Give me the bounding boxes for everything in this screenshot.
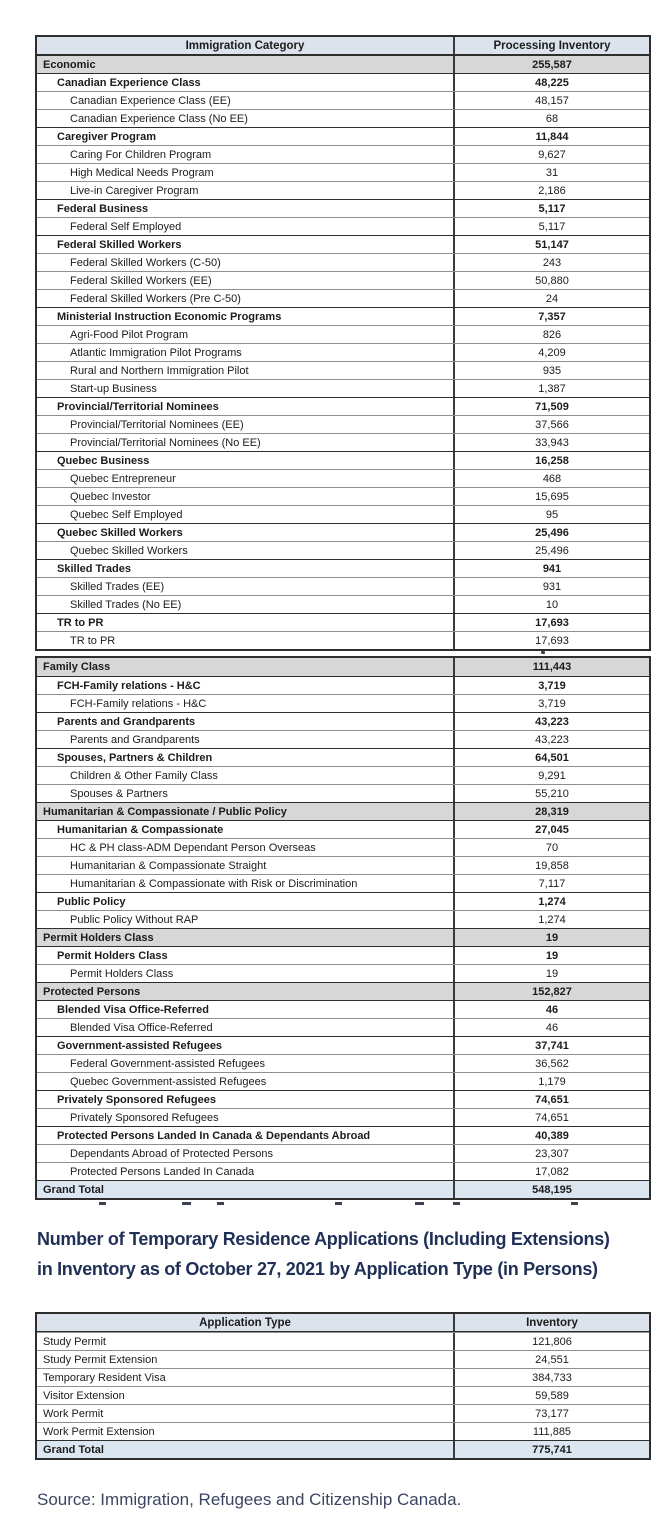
value-cell: 9,627 — [453, 146, 649, 163]
table-row — [37, 361, 649, 379]
table-row — [37, 748, 649, 766]
category-cell: Work Permit Extension — [43, 1425, 155, 1438]
value-cell: 71,509 — [453, 398, 649, 415]
category-cell: Rural and Northern Immigration Pilot — [70, 364, 249, 377]
value-cell: 48,157 — [453, 92, 649, 109]
category-cell: Spouses, Partners & Children — [57, 751, 213, 764]
table-row — [37, 658, 649, 676]
category-cell: Canadian Experience Class (EE) — [70, 94, 231, 107]
value-cell: 23,307 — [453, 1145, 649, 1162]
table-row — [37, 1162, 649, 1180]
value-cell: 25,496 — [453, 542, 649, 559]
category-cell: Public Policy Without RAP — [70, 913, 199, 926]
category-cell: Canadian Experience Class (No EE) — [70, 112, 248, 125]
value-cell: 17,693 — [453, 632, 649, 649]
table-row — [37, 892, 649, 910]
value-cell: 5,117 — [453, 200, 649, 217]
value-cell: 17,082 — [453, 1163, 649, 1180]
value-cell: 3,719 — [453, 695, 649, 712]
table-row — [37, 1368, 649, 1386]
table-row — [37, 874, 649, 892]
table-row — [37, 928, 649, 946]
category-cell: Federal Skilled Workers (Pre C-50) — [70, 292, 241, 305]
category-cell: Humanitarian & Compassionate / Public Policy — [43, 805, 287, 818]
table-row — [37, 307, 649, 325]
table-row — [37, 964, 649, 982]
category-cell: Quebec Business — [57, 454, 150, 467]
heading-line-1: Number of Temporary Residence Applications (Including Extensions) — [37, 1229, 610, 1249]
category-cell: Quebec Self Employed — [70, 508, 183, 521]
heading-line-2: in Inventory as of October 27, 2021 by Application Type (in Persons) — [37, 1259, 598, 1279]
value-cell: 16,258 — [453, 452, 649, 469]
category-cell: High Medical Needs Program — [70, 166, 214, 179]
value-cell: 1,387 — [453, 380, 649, 397]
category-cell: Economic — [43, 58, 96, 71]
category-cell: Parents and Grandparents — [70, 733, 200, 746]
value-cell: 384,733 — [453, 1369, 649, 1386]
category-cell: Caring For Children Program — [70, 148, 212, 161]
table-row — [37, 523, 649, 541]
table-row — [37, 73, 649, 91]
category-cell: Spouses & Partners — [70, 787, 168, 800]
value-cell: 121,806 — [453, 1333, 649, 1350]
table-row — [37, 217, 649, 235]
section-heading — [37, 1224, 651, 1284]
category-cell: Protected Persons Landed In Canada — [70, 1165, 255, 1178]
value-cell: 19,858 — [453, 857, 649, 874]
table-header-row — [37, 37, 649, 55]
category-cell: Protected Persons — [43, 985, 141, 998]
category-cell: Ministerial Instruction Economic Programs — [57, 310, 282, 323]
value-cell: 74,651 — [453, 1109, 649, 1126]
category-cell: Federal Skilled Workers (C-50) — [70, 256, 221, 269]
category-cell: Family Class — [43, 661, 111, 673]
value-cell: 10 — [453, 596, 649, 613]
category-cell: Grand Total — [43, 1183, 104, 1196]
immigration-category-header: Immigration Category — [185, 39, 305, 52]
table-row — [37, 1036, 649, 1054]
processing-inventory-table — [35, 35, 651, 651]
value-cell: 9,291 — [453, 767, 649, 784]
table-row — [37, 712, 649, 730]
category-cell: Permit Holders Class — [57, 949, 168, 962]
value-cell: 255,587 — [453, 56, 649, 73]
value-cell: 775,741 — [453, 1441, 649, 1458]
value-cell: 50,880 — [453, 272, 649, 289]
value-cell: 548,195 — [453, 1181, 649, 1198]
table-row — [37, 127, 649, 145]
value-cell: 931 — [453, 578, 649, 595]
value-cell: 111,885 — [453, 1423, 649, 1440]
category-cell: Federal Self Employed — [70, 220, 182, 233]
category-cell: Start-up Business — [70, 382, 157, 395]
category-cell: Skilled Trades (EE) — [70, 580, 165, 593]
value-cell: 7,117 — [453, 875, 649, 892]
value-cell: 33,943 — [453, 434, 649, 451]
category-cell: Government-assisted Refugees — [57, 1039, 223, 1052]
table-row — [37, 271, 649, 289]
table-row — [37, 343, 649, 361]
category-cell: Quebec Skilled Workers — [57, 526, 183, 539]
table-row — [37, 856, 649, 874]
value-cell: 31 — [453, 164, 649, 181]
category-cell: FCH-Family relations - H&C — [57, 679, 201, 692]
category-cell: Blended Visa Office-Referred — [57, 1003, 210, 1016]
value-cell: 941 — [453, 560, 649, 577]
category-cell: Study Permit Extension — [43, 1353, 158, 1366]
table-row — [37, 397, 649, 415]
value-cell: 46 — [453, 1019, 649, 1036]
table-row — [37, 1018, 649, 1036]
family-class-continuation-table — [35, 656, 651, 1200]
category-cell: Federal Government-assisted Refugees — [70, 1057, 266, 1070]
value-cell: 826 — [453, 326, 649, 343]
table-row — [37, 802, 649, 820]
temporary-residence-table — [35, 1312, 651, 1460]
value-cell: 11,844 — [453, 128, 649, 145]
category-cell: Quebec Government-assisted Refugees — [70, 1075, 267, 1088]
table-row — [37, 820, 649, 838]
clipped-scan-fragment-bottom — [45, 1202, 641, 1205]
table-row — [37, 1000, 649, 1018]
table-row — [37, 289, 649, 307]
value-cell: 95 — [453, 506, 649, 523]
category-cell: Atlantic Immigration Pilot Programs — [70, 346, 242, 359]
category-cell: Canadian Experience Class — [57, 76, 201, 89]
table-row — [37, 469, 649, 487]
table-row — [37, 577, 649, 595]
table-row — [37, 1108, 649, 1126]
table-row — [37, 730, 649, 748]
table-row — [37, 181, 649, 199]
table-row — [37, 541, 649, 559]
value-cell: 111,443 — [453, 658, 649, 676]
value-cell: 24 — [453, 290, 649, 307]
table-row — [37, 109, 649, 127]
source-attribution: Source: Immigration, Refugees and Citizenship Canada. — [37, 1490, 462, 1509]
table-row — [37, 631, 649, 649]
category-cell: Skilled Trades — [57, 562, 131, 575]
category-cell: Live-in Caregiver Program — [70, 184, 199, 197]
category-cell: Parents and Grandparents — [57, 715, 196, 728]
value-cell: 1,274 — [453, 911, 649, 928]
table-row — [37, 784, 649, 802]
category-cell: Public Policy — [57, 895, 126, 908]
value-cell: 152,827 — [453, 983, 649, 1000]
value-cell: 4,209 — [453, 344, 649, 361]
value-cell: 24,551 — [453, 1351, 649, 1368]
category-cell: Agri-Food Pilot Program — [70, 328, 188, 341]
category-cell: Humanitarian & Compassionate Straight — [70, 859, 267, 872]
value-cell: 74,651 — [453, 1091, 649, 1108]
category-cell: Permit Holders Class — [43, 931, 154, 944]
table-row — [37, 235, 649, 253]
value-cell: 19 — [453, 929, 649, 946]
value-cell: 40,389 — [453, 1127, 649, 1144]
category-cell: TR to PR — [70, 634, 116, 647]
value-cell: 73,177 — [453, 1405, 649, 1422]
table-row — [37, 433, 649, 451]
table-row — [37, 1404, 649, 1422]
table-row — [37, 1422, 649, 1440]
table-row — [37, 613, 649, 631]
value-cell: 48,225 — [453, 74, 649, 91]
category-cell: Study Permit — [43, 1335, 106, 1348]
category-cell: Humanitarian & Compassionate — [57, 823, 224, 836]
table-row — [37, 838, 649, 856]
category-cell: Provincial/Territorial Nominees (No EE) — [70, 436, 261, 449]
value-cell: 55,210 — [453, 785, 649, 802]
table-row — [37, 1180, 649, 1198]
category-cell: Quebec Investor — [70, 490, 151, 503]
processing-inventory-header: Processing Inventory — [453, 37, 649, 54]
table-row — [37, 982, 649, 1000]
table-row — [37, 694, 649, 712]
category-cell: Quebec Entrepreneur — [70, 472, 176, 485]
table-row — [37, 451, 649, 469]
category-cell: Children & Other Family Class — [70, 769, 218, 782]
category-cell: Humanitarian & Compassionate with Risk or Discrimination — [70, 877, 358, 890]
category-cell: Visitor Extension — [43, 1389, 125, 1402]
table-row — [37, 676, 649, 694]
category-cell: HC & PH class-ADM Dependant Person Overseas — [70, 841, 316, 854]
value-cell: 36,562 — [453, 1055, 649, 1072]
table-row — [37, 1126, 649, 1144]
table-row — [37, 91, 649, 109]
table-row — [37, 55, 649, 73]
table-row — [37, 1072, 649, 1090]
table-row — [37, 1090, 649, 1108]
table-row — [37, 505, 649, 523]
value-cell: 1,179 — [453, 1073, 649, 1090]
value-cell: 43,223 — [453, 713, 649, 730]
value-cell: 25,496 — [453, 524, 649, 541]
value-cell: 46 — [453, 1001, 649, 1018]
category-cell: Federal Skilled Workers (EE) — [70, 274, 212, 287]
table-row — [37, 1440, 649, 1458]
category-cell: Federal Business — [57, 202, 149, 215]
value-cell: 5,117 — [453, 218, 649, 235]
table-row — [37, 766, 649, 784]
table-row — [37, 325, 649, 343]
value-cell: 51,147 — [453, 236, 649, 253]
value-cell: 37,741 — [453, 1037, 649, 1054]
table-row — [37, 253, 649, 271]
table-row — [37, 1386, 649, 1404]
category-cell: FCH-Family relations - H&C — [70, 697, 207, 710]
value-cell: 7,357 — [453, 308, 649, 325]
table-row — [37, 595, 649, 613]
value-cell: 28,319 — [453, 803, 649, 820]
category-cell: Permit Holders Class — [70, 967, 174, 980]
category-cell: Privately Sponsored Refugees — [70, 1111, 219, 1124]
table-row — [37, 415, 649, 433]
category-cell: Skilled Trades (No EE) — [70, 598, 182, 611]
value-cell: 64,501 — [453, 749, 649, 766]
table-row — [37, 379, 649, 397]
category-cell: Provincial/Territorial Nominees (EE) — [70, 418, 244, 431]
value-cell: 19 — [453, 947, 649, 964]
table-row — [37, 559, 649, 577]
clipped-scan-fragment-top — [541, 651, 546, 655]
category-cell: Caregiver Program — [57, 130, 157, 143]
category-cell: Federal Skilled Workers — [57, 238, 182, 251]
inventory-header: Inventory — [453, 1314, 649, 1331]
value-cell: 17,693 — [453, 614, 649, 631]
category-cell: Provincial/Territorial Nominees — [57, 400, 219, 413]
category-cell: Privately Sponsored Refugees — [57, 1093, 216, 1106]
value-cell: 2,186 — [453, 182, 649, 199]
table-row — [37, 1054, 649, 1072]
table-row — [37, 487, 649, 505]
table-row — [37, 910, 649, 928]
table-row — [37, 1144, 649, 1162]
category-cell: Quebec Skilled Workers — [70, 544, 188, 557]
value-cell: 15,695 — [453, 488, 649, 505]
category-cell: TR to PR — [57, 616, 104, 629]
table-row — [37, 145, 649, 163]
application-type-header: Application Type — [199, 1316, 291, 1329]
table-row — [37, 1350, 649, 1368]
value-cell: 43,223 — [453, 731, 649, 748]
table-row — [37, 163, 649, 181]
value-cell: 27,045 — [453, 821, 649, 838]
table-row — [37, 946, 649, 964]
value-cell: 68 — [453, 110, 649, 127]
category-cell: Blended Visa Office-Referred — [70, 1021, 213, 1034]
value-cell: 243 — [453, 254, 649, 271]
value-cell: 3,719 — [453, 677, 649, 694]
category-cell: Temporary Resident Visa — [43, 1371, 166, 1384]
value-cell: 70 — [453, 839, 649, 856]
value-cell: 935 — [453, 362, 649, 379]
table-row — [37, 199, 649, 217]
category-cell: Protected Persons Landed In Canada & Dependants Abroad — [57, 1129, 371, 1142]
value-cell: 19 — [453, 965, 649, 982]
value-cell: 59,589 — [453, 1387, 649, 1404]
value-cell: 37,566 — [453, 416, 649, 433]
category-cell: Dependants Abroad of Protected Persons — [70, 1147, 274, 1160]
table-row — [37, 1332, 649, 1350]
category-cell: Work Permit — [43, 1407, 104, 1420]
value-cell: 1,274 — [453, 893, 649, 910]
table-header-row — [37, 1314, 649, 1332]
category-cell: Grand Total — [43, 1443, 104, 1456]
value-cell: 468 — [453, 470, 649, 487]
